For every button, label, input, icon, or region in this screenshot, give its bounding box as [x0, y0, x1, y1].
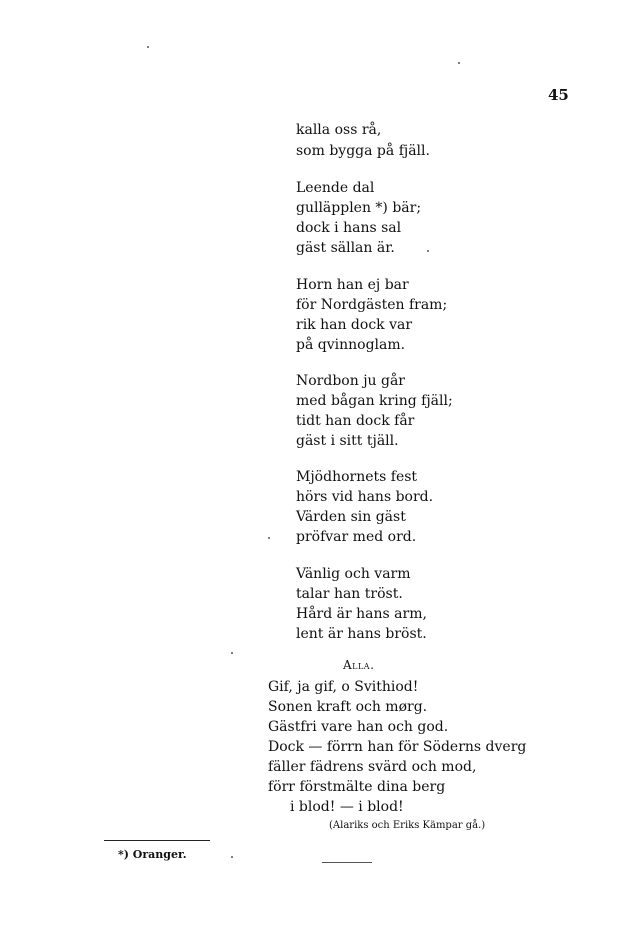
- speaker-heading: Alla.: [343, 658, 375, 672]
- poem-line: tidt han dock får: [296, 413, 415, 429]
- poem-line: gäst i sitt tjäll.: [296, 433, 399, 449]
- poem-line: med bågan kring fjäll;: [296, 393, 453, 409]
- footnote: *) Oranger.: [118, 848, 187, 861]
- stage-direction: (Alariks och Eriks Kämpar gå.): [329, 820, 486, 831]
- poem-line: på qvinnoglam.: [296, 337, 406, 353]
- poem-line: talar han tröst.: [296, 586, 403, 602]
- print-speck: [427, 250, 429, 252]
- poem-line: Horn han ej bar: [296, 277, 409, 293]
- chorus-line: fäller fädrens svärd och mod,: [268, 759, 477, 775]
- chorus-line: Gästfri vare han och god.: [268, 719, 449, 735]
- print-speck: [458, 62, 460, 64]
- poem-line: gäst sällan är.: [296, 240, 395, 256]
- print-speck: [147, 46, 149, 48]
- poem-line: lent är hans bröst.: [296, 626, 427, 642]
- poem-line: Mjödhornets fest: [296, 469, 418, 485]
- print-speck: [231, 856, 233, 858]
- poem-line: dock i hans sal: [296, 220, 402, 236]
- chorus-line: Sonen kraft och mørg.: [268, 699, 428, 715]
- poem-line: gulläpplen *) bär;: [296, 200, 422, 216]
- poem-line: för Nordgästen fram;: [296, 297, 448, 313]
- page-number: 45: [548, 86, 569, 104]
- poem-line: Vänlig och varm: [296, 566, 411, 582]
- poem-line: som bygga på fjäll.: [296, 143, 430, 159]
- poem-line: Leende dal: [296, 180, 375, 196]
- chorus-line: förr förstmälte dina berg: [268, 779, 446, 795]
- chorus-line: i blod! — i blod!: [290, 799, 404, 815]
- footnote-rule: [104, 840, 210, 841]
- poem-line: Hård är hans arm,: [296, 606, 427, 622]
- poem-line: pröfvar med ord.: [296, 529, 417, 545]
- poem-line: rik han dock var: [296, 317, 413, 333]
- poem-line: hörs vid hans bord.: [296, 489, 434, 505]
- end-rule: [322, 862, 372, 863]
- chorus-line: Gif, ja gif, o Svithiod!: [268, 679, 419, 695]
- poem-line: Värden sin gäst: [296, 509, 406, 525]
- poem-line: Nordbon ju går: [296, 373, 405, 389]
- chorus-line: Dock — förrn han för Söderns dverg: [268, 739, 527, 755]
- print-speck: [268, 537, 270, 539]
- poem-line: kalla oss rå,: [296, 122, 382, 138]
- print-speck: [231, 652, 233, 654]
